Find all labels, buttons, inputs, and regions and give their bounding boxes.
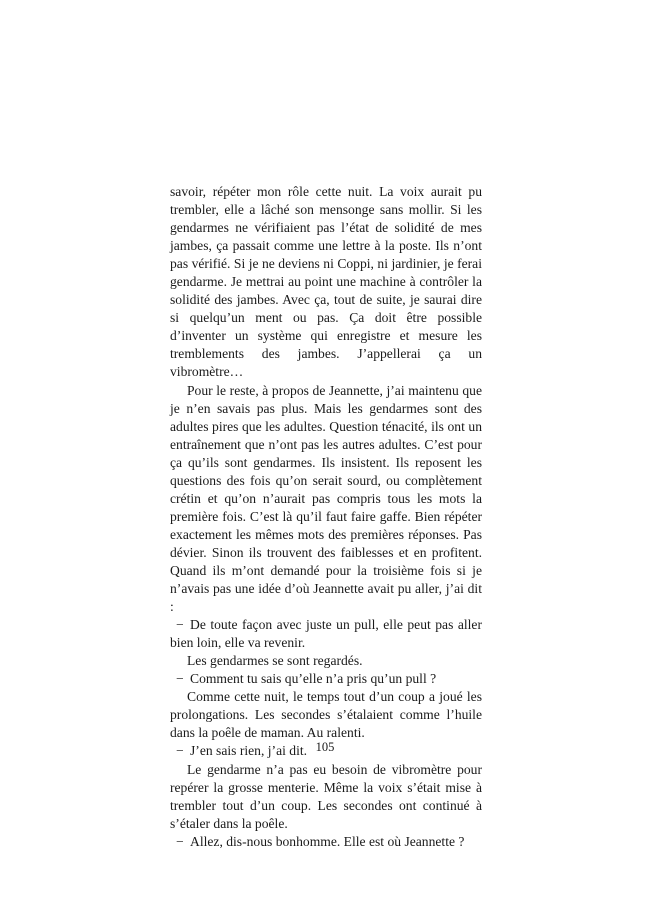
dialogue-line	[170, 833, 482, 851]
dialogue-dash: −	[176, 833, 184, 849]
paragraph: Le gendarme n’a pas eu besoin de vibromètre pour repérer la grosse menterie. Même la voix s’était mise à trembler tout d’un coup. Les secondes ont continué à s’étaler dans la poêle.	[170, 761, 482, 831]
dialogue-text: De toute façon avec juste un pull, elle peut pas aller bien loin, elle va revenir.	[170, 617, 482, 651]
paragraph: Les gendarmes se sont regardés.	[187, 653, 363, 669]
dialogue-dash: −	[176, 743, 184, 759]
dialogue-text: Comment tu sais qu’elle n’a pris qu’un pull ?	[190, 671, 437, 687]
dialogue-text: J’en sais rien, j’ai dit.	[190, 743, 308, 759]
dialogue-line	[170, 670, 482, 688]
dialogue-text: Allez, dis-nous bonhomme. Elle est où Jeannette ?	[190, 833, 465, 849]
dialogue-line	[170, 616, 482, 652]
paragraph: savoir, répéter mon rôle cette nuit. La voix aurait pu trembler, elle a lâché son mensonge sans mollir. Si les gendarmes ne vérifiaient pas l’état de solidité de mes jambes, ça passait comme une lettre à la poste. Ils n’ont pas vérifié. Si je ne deviens ni Coppi, ni jardinier, je ferai gendarme. Je mettrai au point une machine à contrôler la solidité des jambes. Avec ça, tout de suite, je saurai dire si quelqu’un ment ou pas. Ça doit être possible d’inventer un système qui enregistre et mesure les tremblements des jambes. J’appellerai ça un vibromètre…	[170, 184, 482, 380]
dialogue-dash: −	[176, 617, 184, 633]
dialogue-dash: −	[176, 671, 184, 687]
paragraph: Comme cette nuit, le temps tout d’un coup a joué les prolongations. Les secondes s’étalaient comme l’huile dans la poêle de maman. Au ralenti.	[170, 689, 482, 741]
paragraph: Pour le reste, à propos de Jeannette, j’ai maintenu que je n’en savais pas plus. Mais les gendarmes sont des adultes pires que les adultes. Question ténacité, ils ont un entraînement que n’ont pas les autres adultes. C’est pour ça qu’ils sont gendarmes. Ils insistent. Ils reposent les questions des fois qu’on serait sourd, ou complètement crétin et qu’on n’aurait pas compris tous les mots la première fois. C’est là qu’il faut faire gaffe. Bien répéter exactement les mêmes mots des premières réponses. Pas dévier. Sinon ils trouvent des faiblesses et en profitent. Quand ils m’ont demandé pour la troisième fois si je n’avais pas une idée d’où Jeannette avait pu aller, j’ai dit :	[170, 382, 482, 615]
page-number: 105	[315, 740, 335, 754]
